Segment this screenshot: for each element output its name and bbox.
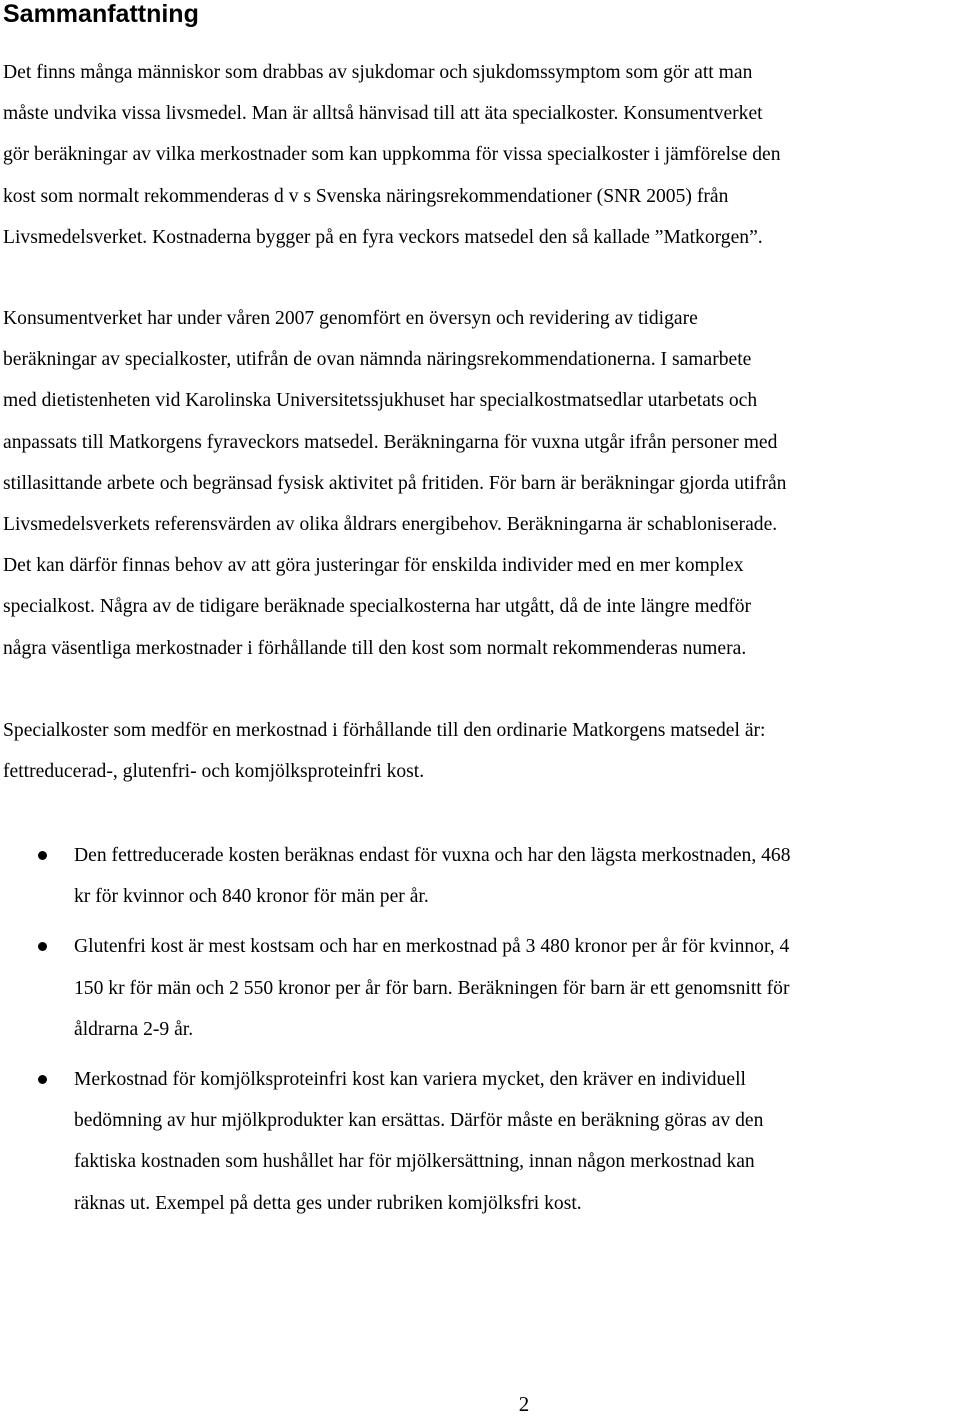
bullet-icon (38, 851, 47, 860)
paragraph-line: stillasittande arbete och begränsad fysisk aktivitet på fritiden. För barn är beräkningar gjorda utifrån (3, 472, 787, 494)
paragraph-line: Det finns många människor som drabbas av sjukdomar och sjukdomssymptom som gör att man (3, 62, 753, 83)
list-item-line: räknas ut. Exempel på detta ges under rubriken komjölksfri kost. (74, 1192, 582, 1214)
summary-paragraph-2 (3, 298, 953, 669)
paragraph-line: Det kan därför finnas behov av att göra justeringar för enskilda individer med en mer komplex (3, 555, 744, 577)
list-item-line: kr för kvinnor och 840 kronor för män per år. (74, 886, 429, 908)
bullet-icon (38, 1075, 47, 1084)
paragraph-line: Livsmedelsverket. Kostnaderna bygger på en fyra veckors matsedel den så kallade ”Matkorgen”. (3, 226, 763, 248)
list-item-line: Den fettreducerade kosten beräknas endast för vuxna och har den lägsta merkostnaden, 468 (74, 845, 791, 866)
bullet-icon (38, 942, 47, 951)
page-number: 2 (518, 1392, 530, 1416)
paragraph-line: specialkost. Några av de tidigare beräknade specialkosterna har utgått, då de inte längre medför (3, 596, 752, 618)
paragraph-line: kost som normalt rekommenderas d v s Svenska näringsrekommendationer (SNR 2005) från (3, 185, 729, 207)
paragraph-line: några väsentliga merkostnader i förhållande till den kost som normalt rekommenderas numera. (3, 637, 747, 659)
summary-paragraph-3 (3, 710, 953, 792)
list-item (0, 926, 960, 1050)
list-item-line: 150 kr för män och 2 550 kronor per år för barn. Beräkningen för barn är ett genomsnitt för (74, 977, 790, 999)
list-item (0, 1059, 960, 1224)
page-title: Sammanfattning (3, 0, 199, 28)
summary-paragraph-1 (3, 52, 953, 258)
list-item-line: bedömning av hur mjölkprodukter kan ersättas. Därför måste en beräkning göras av den (74, 1110, 764, 1132)
paragraph-line: Specialkoster som medför en merkostnad i förhållande till den ordinarie Matkorgens matsedel är: (3, 720, 766, 741)
paragraph-line: anpassats till Matkorgens fyraveckors matsedel. Beräkningarna för vuxna utgår ifrån personer med (3, 431, 778, 453)
paragraph-line: beräkningar av specialkoster, utifrån de ovan nämnda näringsrekommendationerna. I samarbete (3, 349, 752, 371)
paragraph-line: måste undvika vissa livsmedel. Man är alltså hänvisad till att äta specialkoster. Konsumentverket (3, 103, 763, 125)
paragraph-line: Konsumentverket har under våren 2007 genomfört en översyn och revidering av tidigare (3, 308, 698, 329)
list-item (0, 835, 960, 917)
list-item-line: åldrarna 2-9 år. (74, 1018, 194, 1040)
paragraph-line: Livsmedelsverkets referensvärden av olika åldrars energibehov. Beräkningarna är schabloniserade. (3, 514, 778, 536)
paragraph-line: fettreducerad-, glutenfri- och komjölksproteinfri kost. (3, 761, 425, 783)
paragraph-line: med dietistenheten vid Karolinska Universitetssjukhuset har specialkostmatsedlar utarbetats och (3, 390, 758, 412)
list-item-line: faktiska kostnaden som hushållet har för mjölkersättning, innan någon merkostnad kan (74, 1151, 755, 1173)
list-item-line: Glutenfri kost är mest kostsam och har en merkostnad på 3 480 kronor per år för kvinnor, 4 (74, 936, 790, 958)
paragraph-line: gör beräkningar av vilka merkostnader som kan uppkomma för vissa specialkoster i jämförelse den (3, 144, 781, 166)
cost-bullet-list (0, 835, 960, 1233)
list-item-line: Merkostnad för komjölksproteinfri kost kan variera mycket, den kräver en individuell (74, 1069, 746, 1091)
